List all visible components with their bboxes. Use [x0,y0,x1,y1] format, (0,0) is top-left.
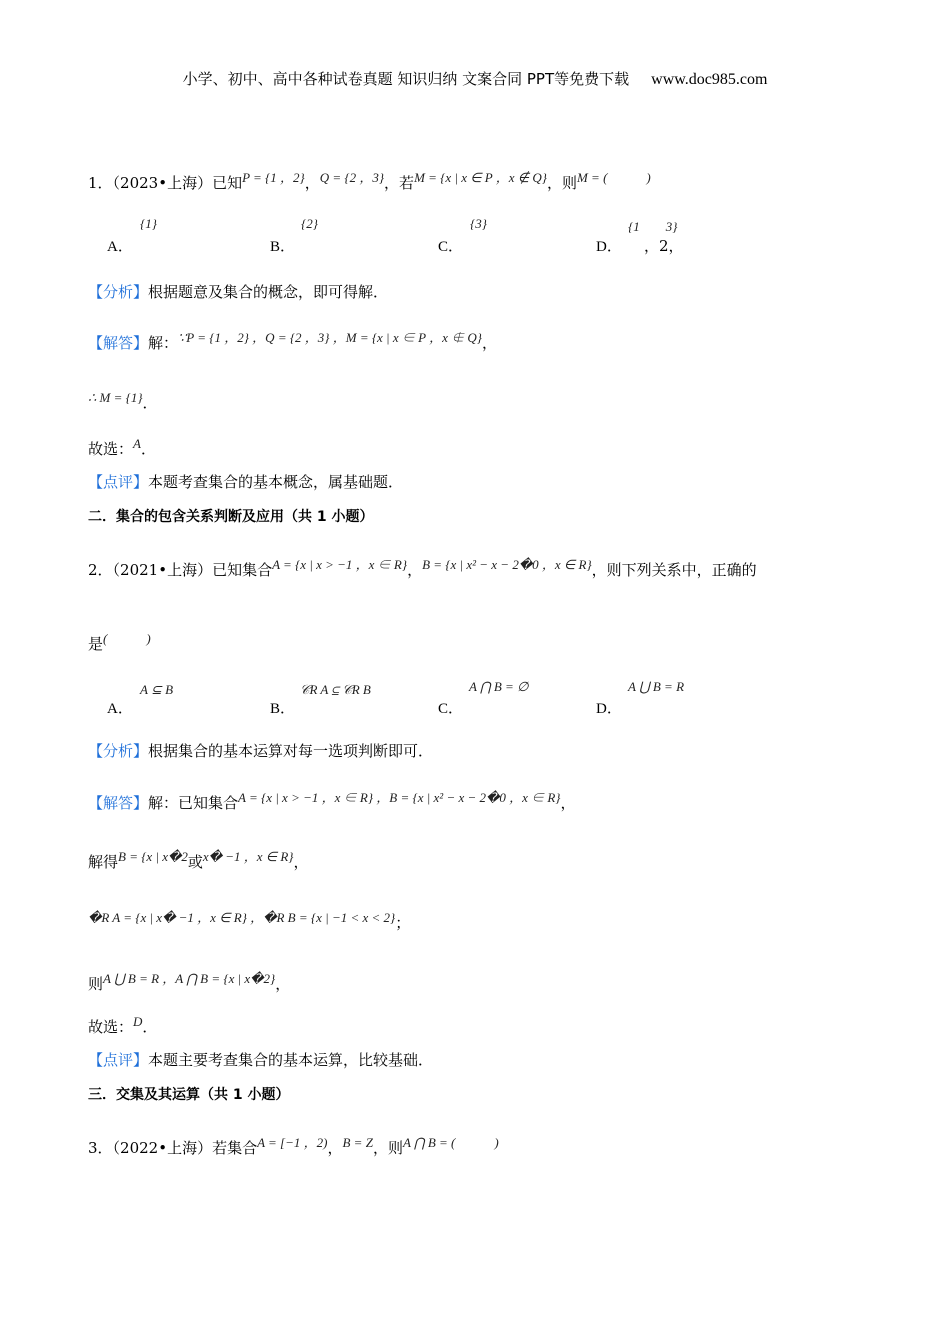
analysis-text: 根据集合的基本运算对每一选项判断即可． [148,742,434,760]
q2-stem [88,559,757,580]
q3-text: ， [327,1139,343,1157]
q1-option-a-label: A． [107,239,133,255]
q3-number: 3．（2022•上海）若集合 [88,1139,258,1157]
q1-option-c-math: {3} [470,216,487,231]
analysis-tag: 【分析】 [88,742,149,760]
section-2-heading: 二．集合的包含关系判断及应用（共 1 小题） [88,509,374,525]
solution-prefix: 解： [148,334,179,352]
choice-end: ． [140,440,156,458]
q3-math-answer: A ⋂ B = ( ) [402,1135,499,1150]
q1-analysis [88,281,388,302]
q2-option-d-math: A ⋃ B = R [628,679,685,694]
therefore-end: ． [142,394,158,412]
q1-option-b-math: {2} [301,216,318,231]
solution-tag: 【解答】 [88,334,149,352]
choice-end: ． [142,1018,158,1036]
comment-tag: 【点评】 [88,473,149,491]
q1-comment [88,471,403,492]
q2-option-d-label: D． [596,701,622,717]
q1-solution [88,332,497,353]
q1-option-a-math: {1} [140,216,157,231]
q1-text: ，则 [546,174,577,192]
q2-option-b-math: 𝒞R A ⊆ 𝒞R B [300,682,371,697]
q1-number: 1．（2023•上海）已知 [88,174,243,192]
q3-math-a: A = [−1 ，2) [257,1135,328,1150]
solution-end: ， [481,334,497,352]
q2-complement [88,912,410,933]
header-text: 小学、初中、高中各种试卷真题 知识归纳 文案合同 PPT等免费下载 [182,70,630,88]
solve-end: ， [293,853,309,871]
q1-math-answer: M = ( ) [576,170,651,185]
comment-text: 本题主要考查集合的基本运算，比较基础． [148,1051,434,1069]
solve-or: 或 [187,853,203,871]
q2-option-a-math: A ⊆ B [140,682,174,697]
q1-choice [88,438,156,459]
q2-text: ， [407,561,423,579]
q2-option-a-label: A． [107,701,133,717]
section-3-heading: 三．交集及其运算（共 1 小题） [88,1087,290,1103]
solution-math: ∵P = {1 ，2} ，Q = {2 ，3} ，M = {x | x ∈ P ，x ∉ Q} [178,330,482,345]
choice-math: D [133,1014,143,1029]
solve-math: x� −1 ，x ∈ R} [202,849,294,864]
choice-prefix: 故选： [88,440,134,458]
q1-stem [88,172,651,193]
complement-math: �R A = {x | x� −1 ，x ∈ R} ，�R B = {x | −1 < x < 2} [88,910,396,925]
q1-option-d-extra: ，2， [644,237,684,255]
q1-text: ， [304,174,320,192]
q3-math-b: B = Z [342,1135,373,1150]
complement-end: ； [395,914,411,932]
q1-option-d-label: D． [596,239,622,255]
page-header [0,68,950,89]
q2-number: 2．（2021•上海）已知集合 [88,561,273,579]
q2-choice [88,1016,157,1037]
q2-then [88,973,290,994]
q2-comment [88,1049,433,1070]
solve-prefix: 解得 [88,853,119,871]
solve-math: B = {x | x�2 [118,849,188,864]
q2-solution [88,792,576,813]
q1-option-c-label: C． [438,239,464,255]
q1-math-p: P = {1 ，2} [242,170,305,185]
q1-math-q: Q = {2 ，3} [319,170,385,185]
q1-option-b-label: B． [270,239,296,255]
q3-text: ，则 [372,1139,403,1157]
q2-math-a: A = {x | x > −1 ，x ∈ R} [272,557,408,572]
analysis-tag: 【分析】 [88,283,149,301]
q2-option-c-label: C． [438,701,464,717]
q2-stem-line2 [88,633,151,654]
analysis-text: 根据题意及集合的概念，即可得解． [148,283,389,301]
q2-analysis [88,740,433,761]
solution-tag: 【解答】 [88,794,149,812]
then-prefix: 则 [88,975,104,993]
solution-math: A = {x | x > −1 ，x ∈ R} ，B = {x | x² − x − 2�0 ，x ∈ R} [238,790,561,805]
header-url: www.doc985.com [651,71,768,88]
q2-text: ，则下列关系中，正确的 [591,561,757,579]
solution-end: ， [560,794,576,812]
q1-math-m: M = {x | x ∈ P ，x ∉ Q} [414,170,547,185]
solution-prefix: 解：已知集合 [148,794,239,812]
choice-prefix: 故选： [88,1018,134,1036]
q2-option-c-math: A ⋂ B = ∅ [469,679,529,694]
then-end: ， [275,975,291,993]
q1-therefore [88,392,158,413]
comment-text: 本题考查集合的基本概念，属基础题． [148,473,404,491]
q1-text: ，若 [384,174,415,192]
q2-math-b: B = {x | x² − x − 2�0 ，x ∈ R} [422,557,592,572]
q2-solve [88,851,309,872]
q3-stem [88,1137,499,1158]
comment-tag: 【点评】 [88,1051,149,1069]
choice-math: A [133,436,141,451]
then-math: A ⋃ B = R ，A ⋂ B = {x | x�2} [103,971,276,986]
therefore-math: ∴ M = {1} [88,390,143,405]
q2-answer-blank: ( ) [103,631,151,646]
q2-option-b-label: B． [270,701,296,717]
q2-text: 是 [88,635,104,653]
q1-option-d-math: {1 3} [628,219,678,234]
